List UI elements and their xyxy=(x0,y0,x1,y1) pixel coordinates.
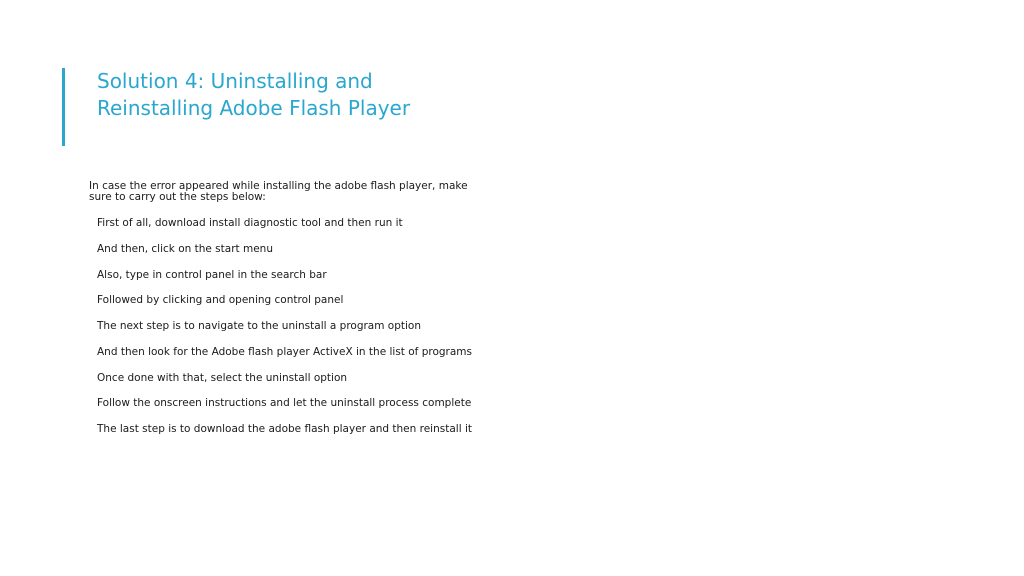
step-item: And then, click on the start menu xyxy=(97,242,273,255)
step-item: The last step is to download the adobe flash player and then reinstall it xyxy=(97,423,472,435)
slide-title-line-1: Solution 4: Uninstalling and xyxy=(97,69,373,93)
step-item: First of all, download install diagnostic tool and then run it xyxy=(97,217,403,229)
intro-paragraph: In case the error appeared while installing the adobe flash player, make sure to carry out the steps below: xyxy=(89,180,468,203)
step-item: The next step is to navigate to the uninstall a program option xyxy=(97,320,422,332)
step-item: Follow the onscreen instructions and let the uninstall process complete xyxy=(97,397,472,410)
slide-title xyxy=(97,68,410,122)
step-item: Also, type in control panel in the search bar xyxy=(97,268,327,281)
steps-list xyxy=(97,216,472,448)
slide-title-line-2: Reinstalling Adobe Flash Player xyxy=(97,96,411,120)
step-item: And then look for the Adobe flash player ActiveX in the list of programs xyxy=(97,345,472,358)
step-item: Followed by clicking and opening control panel xyxy=(97,294,344,307)
step-item: Once done with that, select the uninstall option xyxy=(97,371,348,384)
title-accent-bar xyxy=(62,68,65,146)
